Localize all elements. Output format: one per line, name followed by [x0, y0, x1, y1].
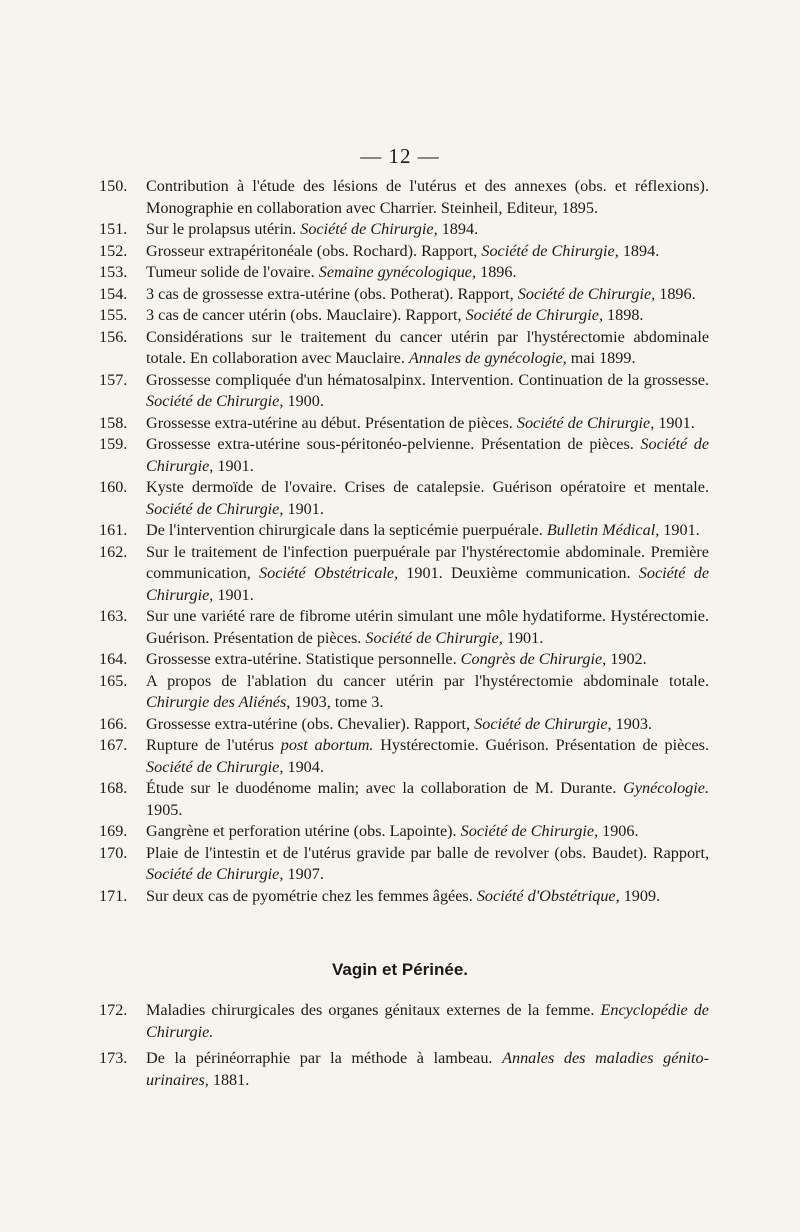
entry-text: Hystérectomie. Guérison. Présentation de pièces.: [373, 736, 709, 754]
entry-text: 1900.: [283, 392, 324, 410]
bibliography-entry: [99, 714, 709, 736]
bibliography-entry: [99, 886, 709, 908]
entry-publication: Société de Chirurgie,: [465, 306, 603, 324]
entry-publication: post abortum.: [280, 736, 374, 754]
entry-text: 1901.: [502, 628, 544, 647]
entry-text: Sur une variété rare de fibrome utérin simulant une môle hydatiforme. Hystérectomie. Guérison. Présentation de pièces.: [146, 607, 709, 647]
entry-number: 152.: [99, 241, 128, 260]
bibliography-entry: [99, 542, 709, 607]
entry-number: 154.: [99, 284, 128, 303]
bibliography-entry: [99, 778, 709, 821]
bibliography-entry: [99, 520, 709, 542]
bibliography-list: [99, 176, 709, 907]
bibliography-entry: [99, 671, 709, 714]
entry-text: 1901. Deuxième communication.: [398, 564, 639, 582]
section-bibliography-list: [99, 1000, 709, 1096]
entry-publication: Société Obstétricale,: [259, 564, 399, 582]
bibliography-entry: [99, 434, 709, 477]
entry-text: Kyste dermoïde de l'ovaire. Crises de catalepsie. Guérison opératoire et mentale.: [146, 478, 709, 496]
entry-publication: Société de Chirurgie,: [481, 241, 619, 260]
bibliography-entry: [99, 305, 709, 327]
entry-publication: Société de Chirurgie,: [146, 499, 284, 518]
entry-publication: Société de Chirurgie,: [365, 628, 503, 647]
entry-text: 1896.: [476, 263, 517, 281]
bibliography-entry: [99, 477, 709, 520]
entry-text: Tumeur solide de l'ovaire.: [146, 263, 319, 281]
entry-publication: Congrès de Chirurgie,: [460, 650, 607, 668]
entry-publication: Société de Chirurgie,: [517, 284, 656, 303]
entry-text: Grossesse compliquée d'un hématosalpinx. Intervention. Continuation de la grossesse.: [146, 370, 709, 389]
entry-text: Grossesse extra-utérine (obs. Chevalier). Rapport,: [146, 714, 475, 733]
bibliography-entry: [99, 649, 709, 671]
entry-publication: Annales de gynécologie,: [408, 349, 567, 367]
entry-publication: Société de Chirurgie,: [460, 822, 599, 840]
bibliography-entry: [99, 821, 709, 843]
entry-number: 158.: [99, 413, 128, 432]
bibliography-entry: [99, 284, 709, 306]
entry-number: 165.: [99, 671, 128, 690]
entry-number: 162.: [99, 542, 128, 561]
entry-text: 1894.: [437, 220, 479, 238]
entry-text: 1901.: [213, 456, 254, 475]
entry-text: 1906.: [598, 822, 639, 840]
entry-number: 172.: [99, 1001, 128, 1019]
entry-number: 171.: [99, 886, 128, 905]
bibliography-entry: [99, 241, 709, 263]
entry-text: 1896.: [655, 284, 696, 303]
entry-number: 151.: [99, 220, 128, 238]
entry-text: 3 cas de grossesse extra-utérine (obs. Potherat). Rapport,: [146, 284, 518, 303]
bibliography-entry: [99, 327, 709, 370]
entry-text: mai 1899.: [566, 349, 636, 367]
entry-text: Maladies chirurgicales des organes génitaux externes de la femme.: [146, 1001, 601, 1019]
section-heading: Vagin et Périnée.: [331, 960, 469, 979]
bibliography-entry: [99, 1048, 709, 1091]
entry-text: 1902.: [606, 650, 647, 668]
entry-text: Grossesse extra-utérine sous-péritonéo-pelvienne. Présentation de pièces.: [146, 435, 641, 453]
entry-publication: Société de Chirurgie,: [146, 392, 284, 410]
entry-number: 168.: [99, 779, 128, 797]
entry-text: Grossesse extra-utérine. Statistique personnelle.: [146, 650, 461, 668]
entry-text: 1909.: [619, 886, 661, 905]
entry-publication: Société d'Obstétrique,: [476, 886, 620, 905]
bibliography-entry: [99, 606, 709, 649]
entry-number: 157.: [99, 370, 128, 389]
bibliography-entry: [99, 370, 709, 413]
entry-text: De l'intervention chirurgicale dans la septicémie puerpuérale.: [146, 521, 547, 539]
bibliography-entry: [99, 1000, 709, 1043]
entry-text: 1907.: [283, 865, 324, 883]
entry-text: 1901.: [654, 413, 695, 432]
entry-number: 167.: [99, 736, 128, 754]
entry-text: A propos de l'ablation du cancer utérin par l'hystérectomie abdominale totale.: [146, 671, 709, 690]
entry-publication: Société de Chirurgie,: [146, 757, 284, 776]
entry-text: Étude sur le duodénome malin; avec la collaboration de M. Durante.: [146, 779, 624, 797]
entry-publication: Société de Chirurgie,: [474, 714, 612, 733]
entry-number: 156.: [99, 327, 128, 346]
bibliography-entry: [99, 843, 709, 886]
entry-text: Sur le traitement de l'infection puerpuérale par l'hystérectomie abdominale. Première communication,: [146, 542, 709, 582]
entry-text: 1901.: [659, 521, 700, 539]
entry-text: 1901.: [283, 499, 324, 518]
entry-number: 153.: [99, 263, 128, 281]
bibliography-entry: [99, 413, 709, 435]
entry-text: 1894.: [618, 241, 660, 260]
entry-publication: Société de Chirurgie,: [300, 220, 438, 238]
entry-text: 3 cas de cancer utérin (obs. Mauclaire). Rapport,: [146, 306, 466, 324]
entry-publication: Bulletin Médical,: [546, 521, 660, 539]
entry-number: 155.: [99, 306, 128, 324]
entry-publication: Annales des maladies génito-urinaires,: [146, 1049, 709, 1089]
entry-text: Plaie de l'intestin et de l'utérus gravide par balle de revolver (obs. Baudet). Rapport,: [146, 843, 709, 862]
entry-text: 1903.: [611, 714, 653, 733]
entry-publication: Société de Chirurgie,: [146, 865, 284, 883]
entry-publication: Société de Chirurgie,: [516, 413, 655, 432]
bibliography-entry: [99, 735, 709, 778]
entry-number: 170.: [99, 843, 128, 862]
entry-text: 1881.: [208, 1070, 250, 1089]
entry-text: 1904.: [283, 757, 324, 776]
entry-text: Rupture de l'utérus: [146, 736, 281, 754]
entry-number: 159.: [99, 435, 128, 453]
page-number: — 12 —: [360, 144, 440, 168]
entry-number: 169.: [99, 822, 128, 840]
entry-number: 173.: [99, 1049, 128, 1067]
entry-text: Grosseur extrapéritonéale (obs. Rochard). Rapport,: [146, 241, 482, 260]
entry-number: 164.: [99, 650, 128, 668]
entry-text: Gangrène et perforation utérine (obs. Lapointe).: [146, 822, 461, 840]
entry-publication: Société de Chirurgie,: [146, 564, 710, 604]
entry-text: 1903, tome 3.: [290, 693, 384, 711]
entry-number: 150.: [99, 177, 128, 195]
entry-number: 163.: [99, 607, 128, 625]
entry-number: 161.: [99, 521, 128, 539]
entry-publication: Semaine gynécologique,: [318, 263, 477, 281]
entry-text: 1898.: [603, 306, 644, 324]
entry-publication: Encyclopédie de Chirurgie.: [146, 1001, 709, 1041]
entry-text: De la périnéorraphie par la méthode à lambeau.: [146, 1049, 503, 1067]
entry-publication: Chirurgie des Aliénés,: [146, 693, 291, 711]
entry-text: Sur deux cas de pyométrie chez les femmes âgées.: [146, 886, 477, 905]
entry-text: 1905.: [146, 800, 183, 819]
bibliography-entry: [99, 176, 709, 219]
entry-publication: Gynécologie.: [623, 779, 709, 797]
entry-text: Considérations sur le traitement du cancer utérin par l'hystérectomie abdominale totale. En collaboration avec Mauclaire.: [146, 327, 709, 367]
bibliography-entry: [99, 219, 709, 241]
entry-number: 166.: [99, 714, 128, 733]
entry-number: 160.: [99, 478, 128, 496]
entry-text: Sur le prolapsus utérin.: [146, 220, 301, 238]
entry-text: Contribution à l'étude des lésions de l'utérus et des annexes (obs. et réflexions). Monographie en collaboration avec Charrier. Steinheil, Editeur, 1895.: [146, 177, 709, 217]
entry-text: 1901.: [213, 585, 254, 604]
bibliography-entry: [99, 262, 709, 284]
entry-publication: Société de Chirurgie,: [146, 435, 710, 475]
entry-text: Grossesse extra-utérine au début. Présentation de pièces.: [146, 413, 517, 432]
